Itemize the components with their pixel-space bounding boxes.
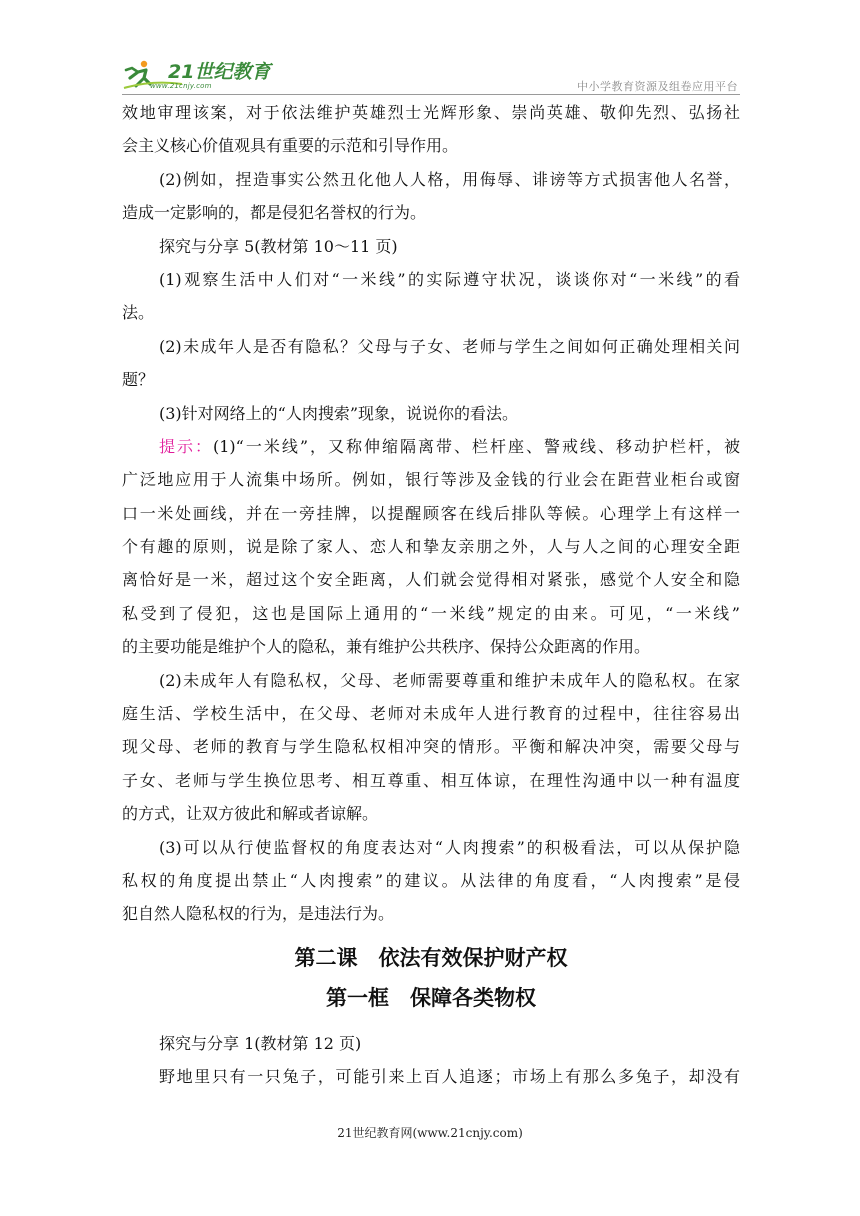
paragraph-line: 会主义核心价值观具有重要的示范和引导作用。 xyxy=(122,136,459,156)
logo-text: 21世纪教育 xyxy=(168,61,271,83)
question-line: (2)未成年人是否有隐私？父母与子女、老师与学生之间如何正确处理相关问 xyxy=(159,336,740,356)
answer-line: 离恰好是一米，超过这个安全距离，人们就会觉得相对紧张，感觉个人安全和隐 xyxy=(122,570,740,590)
answer-line: 庭生活、学校生活中，在父母、老师对未成年人进行教育的过程中，往往容易出 xyxy=(122,704,740,724)
exercise-heading: 探究与分享 1(教材第 12 页) xyxy=(159,1033,362,1053)
question-line: 题？ xyxy=(122,370,155,390)
page-header xyxy=(122,58,740,95)
hint-line xyxy=(122,430,740,463)
paragraph-line: 野地里只有一只兔子，可能引来上百人追逐；市场上有那么多兔子，却没有 xyxy=(159,1067,740,1087)
hint-label: 提示： xyxy=(159,436,213,456)
question-line: (3)针对网络上的“人肉搜索”现象，说说你的看法。 xyxy=(159,403,519,423)
answer-line: 私受到了侵犯，这也是国际上通用的“一米线”规定的由来。可见，“一米线” xyxy=(122,603,740,623)
answer-line: 广泛地应用于人流集中场所。例如，银行等涉及金钱的行业会在距营业柜台或窗 xyxy=(122,470,740,490)
answer-line: 口一米处画线，并在一旁挂牌，以提醒顾客在线后排队等候。心理学上有这样一 xyxy=(122,503,740,523)
paragraph-line: 造成一定影响的，都是侵犯名誉权的行为。 xyxy=(122,203,427,223)
site-logo xyxy=(122,58,292,94)
page-footer: 21世纪教育网(www.21cnjy.com) xyxy=(337,1126,523,1140)
lesson-title: 第二课 依法有效保护财产权 xyxy=(294,945,568,970)
section-title: 第一框 保障各类物权 xyxy=(326,985,536,1010)
answer-line: 个有趣的原则，说是除了家人、恋人和挚友亲朋之外，人与人之间的心理安全距 xyxy=(122,537,740,557)
exercise-heading: 探究与分享 5(教材第 10～11 页) xyxy=(159,236,398,256)
header-slogan: 中小学教育资源及组卷应用平台 xyxy=(577,80,738,93)
document-body xyxy=(122,96,740,1094)
hint-text: (1)“一米线”，又称伸缩隔离带、栏杆座、警戒线、移动护栏杆，被 xyxy=(213,436,740,456)
answer-line: 的主要功能是维护个人的隐私，兼有维护公共秩序、保持公众距离的作用。 xyxy=(122,637,651,657)
answer-line: 的方式，让双方彼此和解或者谅解。 xyxy=(122,804,379,824)
question-line: 法。 xyxy=(122,303,155,323)
paragraph-line: (2)例如，捏造事实公然丑化他人人格，用侮辱、诽谤等方式损害他人名誉， xyxy=(159,169,740,189)
answer-line: 现父母、老师的教育与学生隐私权相冲突的情形。平衡和解决冲突，需要父母与 xyxy=(122,737,740,757)
logo-url: www.21cnjy.com xyxy=(150,82,212,90)
answer-line: (3)可以从行使监督权的角度表达对“人肉搜索”的积极看法，可以从保护隐 xyxy=(159,837,740,857)
answer-line: 私权的角度提出禁止“人肉搜索”的建议。从法律的角度看，“人肉搜索”是侵 xyxy=(122,870,740,890)
question-line: (1)观察生活中人们对“一米线”的实际遵守状况，谈谈你对“一米线”的看 xyxy=(159,269,740,289)
answer-line: 子女、老师与学生换位思考、相互尊重、相互体谅，在理性沟通中以一种有温度 xyxy=(122,770,740,790)
answer-line: (2)未成年人有隐私权，父母、老师需要尊重和维护未成年人的隐私权。在家 xyxy=(159,670,740,690)
answer-line: 犯自然人隐私权的行为，是违法行为。 xyxy=(122,904,395,924)
paragraph-line: 效地审理该案，对于依法维护英雄烈士光辉形象、崇尚英雄、敬仰先烈、弘扬社 xyxy=(122,103,740,122)
